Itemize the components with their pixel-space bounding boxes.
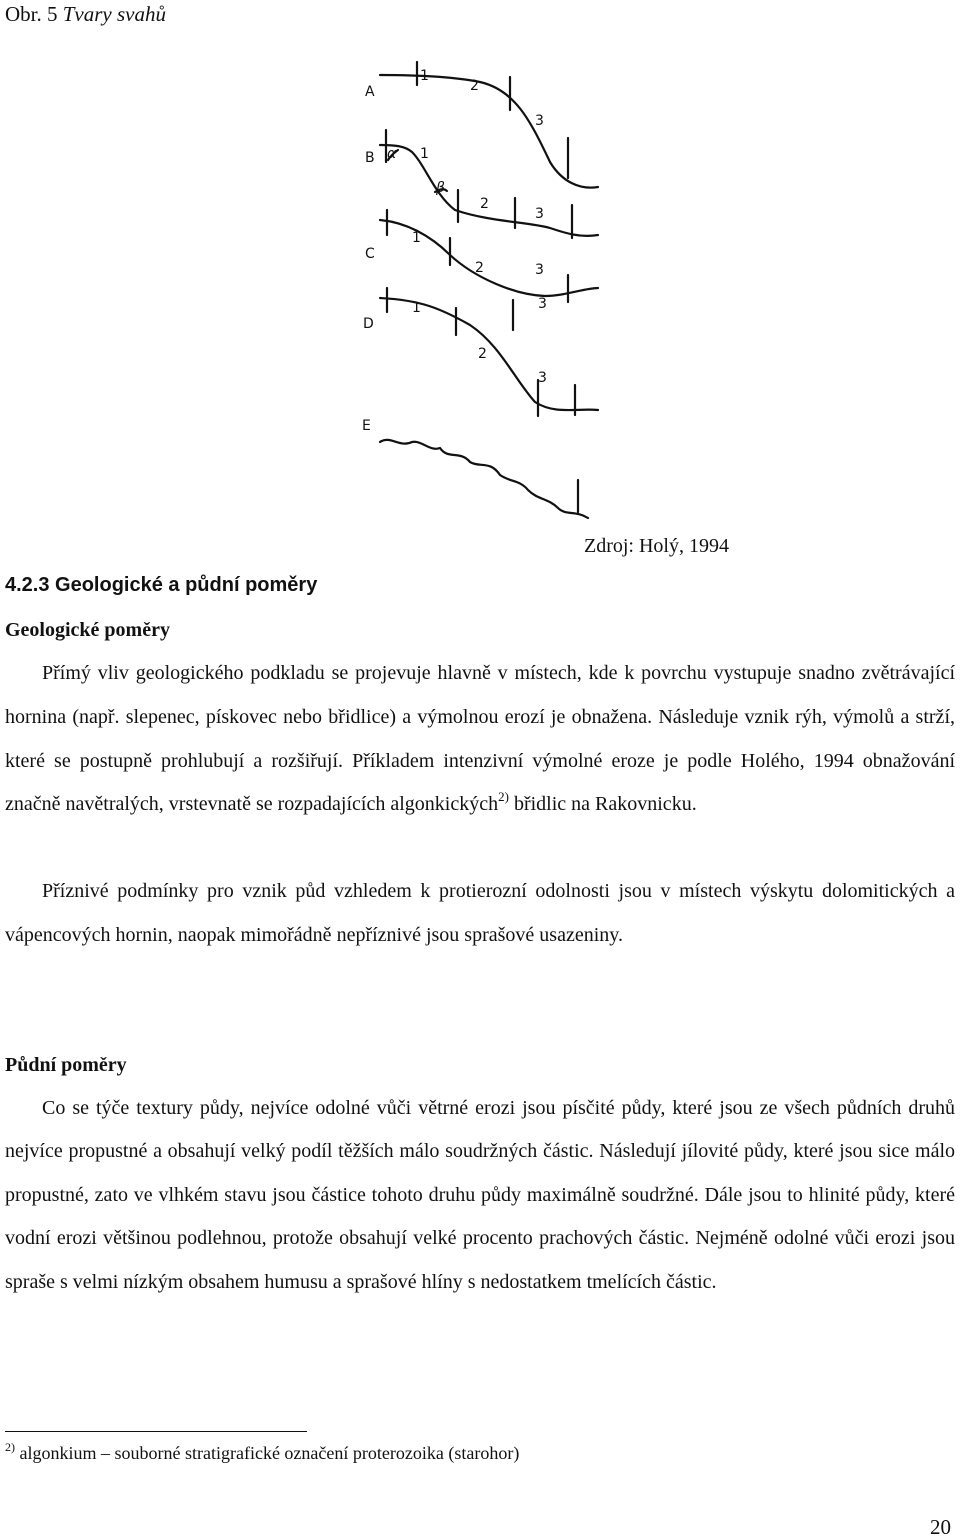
page-number: 20 [930, 1515, 951, 1539]
geology-p1-end: břidlic na Rakovnicku. [508, 793, 697, 816]
geology-heading: Geologické poměry [5, 619, 170, 641]
profile-e-line [380, 440, 588, 518]
slope-shapes-figure [350, 50, 610, 530]
footnote-text: algonkium – souborné stratigrafické označení proterozoika (starohor) [19, 1443, 520, 1463]
geology-p2-text: Příznivé podmínky pro vznik půd vzhledem k protierozní odolnosti jsou v místech výskytu dolomitických a vápencových hornin, naopak mimořádně nepříznivé jsou sprašové usazeniny. [5, 880, 955, 946]
footnote [5, 1441, 519, 1465]
profile-label-d: D [363, 316, 374, 332]
figure-caption-prefix: Obr. 5 [5, 2, 63, 26]
segment-number: 3 [535, 206, 544, 222]
section-heading: 4.2.3 Geologické a půdní poměry [5, 574, 318, 596]
figure-caption-title: Tvary svahů [62, 2, 166, 26]
angle-label-alpha: α [387, 146, 397, 162]
segment-number: 1 [420, 146, 429, 162]
figure-source: Zdroj: Holý, 1994 [584, 535, 729, 557]
geology-paragraph-1 [5, 652, 955, 827]
figure-caption [5, 0, 166, 28]
profile-a-line [380, 75, 598, 188]
segment-number: 2 [480, 196, 489, 212]
profile-b-line [380, 145, 598, 236]
geology-p1-text: Přímý vliv geologického podkladu se projevuje hlavně v místech, kde k povrchu vystupuje snadno zvětrávající hornina (např. slepenec, pískovec nebo břidlice) a výmolnou erozí je obnažena. Následuje vznik rýh, výmolů a strží, které se postupně prohlubují a rozšiřují. Příkladem intenzivní výmolné eroze je podle Holého, 1994 obnažování značně navětralých, vrstevnatě se rozpadajících algonkických [5, 662, 955, 816]
segment-number: 1 [412, 300, 421, 316]
footnote-mark: 2) [5, 1440, 15, 1454]
segment-number: 2 [478, 346, 487, 362]
segment-number: 2 [470, 78, 479, 94]
soil-p1-text: Co se týče textury půdy, nejvíce odolné vůči větrné erozi jsou písčité půdy, které jsou ze všech půdních druhů nejvíce propustné a obsahují velký podíl těžších málo soudržných částic. Následují jílovité půdy, které jsou sice málo propustné, zato ve vlhkém stavu jsou částice tohoto druhu půdy maximálně soudržné. Dále jsou to hlinité půdy, které vodní erozi většinou podlehnou, protože obsahují velké procento prachových částic. Nejméně odolné vůči erozi jsou spraše s velmi nízkým obsahem humusu a sprašové hlíny s nedostatkem tmelících částic. [5, 1097, 955, 1293]
footnote-reference: 2) [498, 789, 509, 805]
angle-label-beta: β [436, 180, 445, 196]
profile-label-b: B [365, 150, 375, 166]
geology-paragraph-2 [5, 869, 955, 957]
segment-number: 3 [535, 262, 544, 278]
segment-number: 3 [538, 296, 547, 312]
soil-heading: Půdní poměry [5, 1054, 127, 1076]
profile-label-e: E [362, 418, 371, 434]
profile-label-a: A [365, 84, 375, 100]
segment-number: 2 [475, 260, 484, 276]
profile-label-c: C [365, 246, 375, 262]
segment-number: 1 [412, 230, 421, 246]
footnote-separator [5, 1431, 307, 1432]
segment-number: 1 [420, 68, 429, 84]
soil-paragraph [5, 1087, 955, 1304]
segment-number: 3 [535, 113, 544, 129]
segment-number: 3 [538, 370, 547, 386]
